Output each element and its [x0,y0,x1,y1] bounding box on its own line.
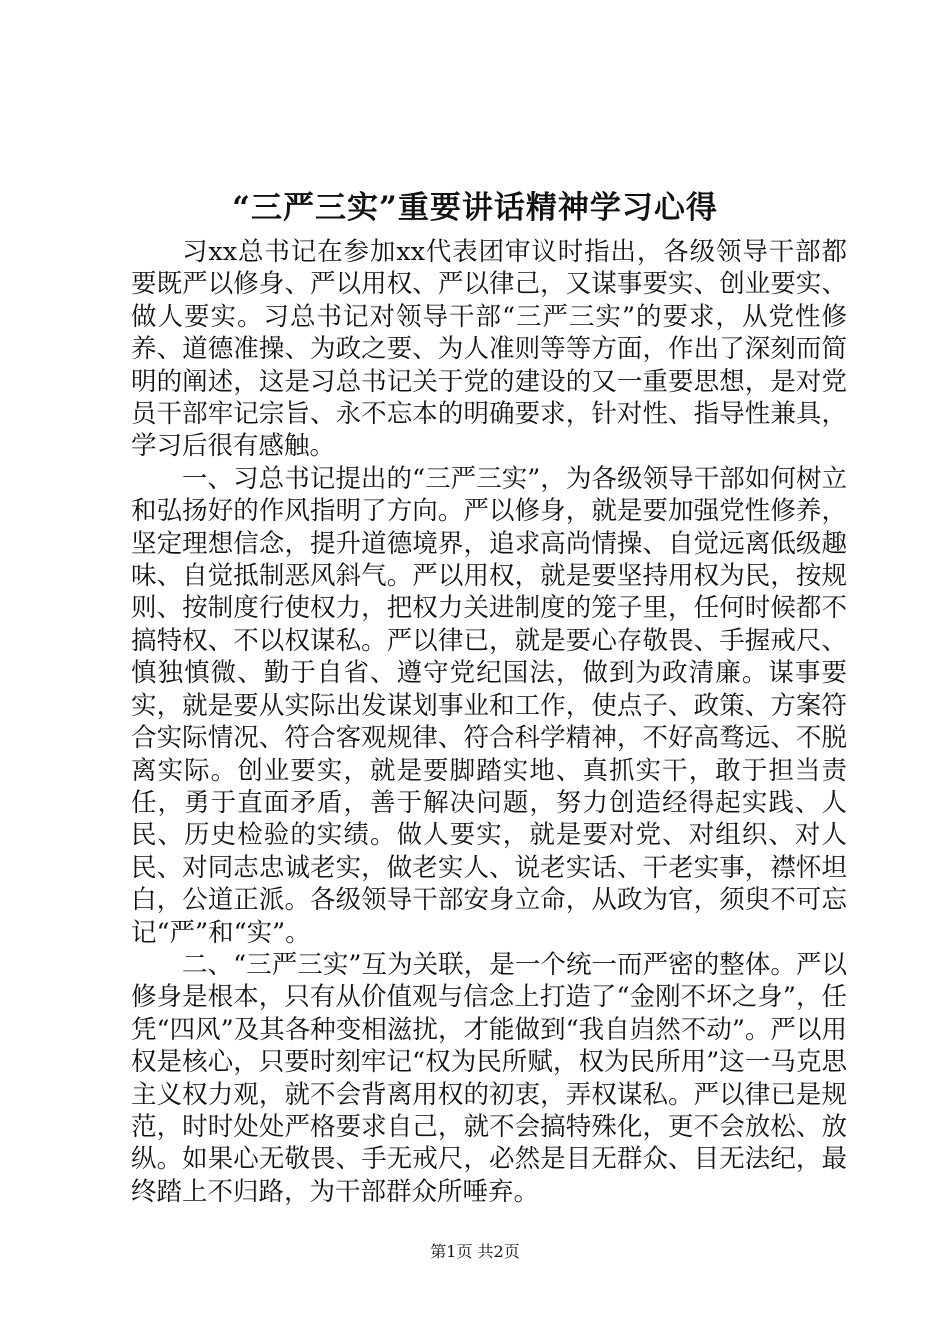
document-body [131,236,847,1208]
paragraph: 习xx总书记在参加xx代表团审议时指出，各级领导干部都要既严以修身、严以用权、严以律己，又谋事要实、创业要实、做人要实。习总书记对领导干部“三严三实”的要求，从党性修养、道德准操、为政之要、为人准则等等方面，作出了深刻而简明的阐述，这是习总书记关于党的建设的又一重要思想，是对党员干部牢记宗旨、永不忘本的明确要求，针对性、指导性兼具，学习后很有感触。 [131,237,847,462]
page-footer: 第1页 共2页 [430,1242,520,1261]
document-title: “三严三实”重要讲话精神学习心得 [232,190,718,226]
paragraph: 一、习总书记提出的“三严三实”，为各级领导干部如何树立和弘扬好的作风指明了方向。严以修身，就是要加强党性修养，坚定理想信念，提升道德境界，追求高尚情操、自觉远离低级趣味、自觉抵制恶风斜气。严以用权，就是要坚持用权为民，按规则、按制度行使权力，把权力关进制度的笼子里，任何时候都不搞特权、不以权谋私。严以律已，就是要心存敬畏、手握戒尺、慎独慎微、勤于自省、遵守党纪国法，做到为政清廉。谋事要实，就是要从实际出发谋划事业和工作，使点子、政策、方案符合实际情况、符合客观规律、符合科学精神，不好高骛远、不脱离实际。创业要实，就是要脚踏实地、真抓实干，敢于担当责任，勇于直面矛盾，善于解决问题，努力创造经得起实践、人民、历史检验的实绩。做人要实，就是要对党、对组织、对人民、对同志忠诚老实，做老实人、说老实话、干老实事，襟怀坦白，公道正派。各级领导干部安身立命，从政为官，须臾不可忘记“严”和“实”。 [131,463,847,948]
paragraph: 二、“三严三实”互为关联，是一个统一而严密的整体。严以修身是根本，只有从价值观与信念上打造了“金刚不坏之身”，任凭“四风”及其各种变相滋扰，才能做到“我自岿然不动”。严以用权是核心，只要时刻牢记“权为民所赋，权为民所用”这一马克思主义权力观，就不会背离用权的初衷，弄权谋私。严以律已是规范，时时处处严格要求自己，就不会搞特殊化，更不会放松、放纵。如果心无敬畏、手无戒尺，必然是目无群众、目无法纪，最终踏上不归路，为干部群众所唾弃。 [131,949,847,1207]
